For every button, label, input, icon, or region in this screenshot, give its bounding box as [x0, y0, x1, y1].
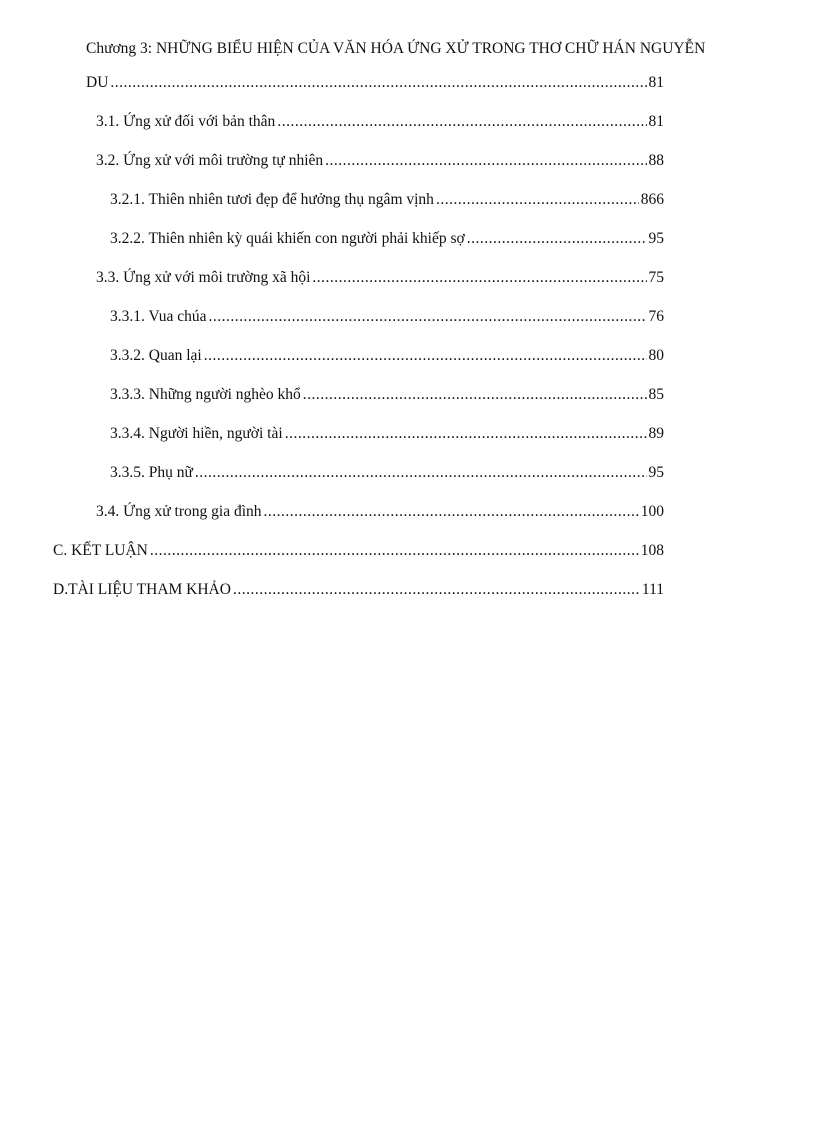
- toc-entry-3-3-4[interactable]: [110, 423, 664, 445]
- toc-entry-3-2-2[interactable]: [110, 228, 664, 250]
- toc-leader-dots: [233, 579, 640, 601]
- toc-entry-label: 3.3.2. Quan lại: [110, 347, 202, 364]
- toc-entry-label: C. KẾT LUẬN: [53, 542, 148, 559]
- toc-entry-3-3-2[interactable]: [110, 345, 664, 367]
- toc-entry-references[interactable]: [53, 579, 664, 601]
- toc-entry-3-2[interactable]: [96, 150, 664, 172]
- toc-leader-dots: [110, 72, 646, 94]
- toc-entry-page-number: 75: [648, 269, 664, 286]
- toc-entry-label: 3.2.1. Thiên nhiên tươi đẹp để hưởng thụ ngâm vịnh: [110, 191, 434, 208]
- toc-entry-chapter-3-continued[interactable]: [86, 72, 664, 94]
- toc-entry-label: 3.2.2. Thiên nhiên kỳ quái khiến con người phải khiếp sợ: [110, 230, 465, 247]
- toc-entry-conclusion[interactable]: [53, 540, 664, 562]
- toc-entry-3-2-1[interactable]: [110, 189, 664, 211]
- toc-entry-page-number: 95: [648, 230, 664, 247]
- toc-leader-dots: [277, 111, 646, 133]
- toc-leader-dots: [436, 189, 639, 211]
- toc-entry-page-number: 89: [648, 425, 664, 442]
- toc-entry-page-number: 81: [648, 113, 664, 130]
- toc-entry-label: 3.3.5. Phụ nữ: [110, 464, 193, 481]
- toc-leader-dots: [467, 228, 647, 250]
- toc-entry-label: 3.1. Ứng xử đối với bản thân: [96, 113, 276, 130]
- toc-entry-label: 3.3.4. Người hiền, người tài: [110, 425, 283, 442]
- toc-entry-page-number: 866: [640, 191, 664, 208]
- toc-entry-label: D.TÀI LIỆU THAM KHẢO: [53, 581, 231, 598]
- toc-leader-dots: [204, 345, 647, 367]
- toc-leader-dots: [285, 423, 647, 445]
- toc-entry-page-number: 88: [648, 152, 664, 169]
- toc-entry-page-number: 81: [648, 74, 664, 91]
- toc-leader-dots: [325, 150, 646, 172]
- toc-leader-dots: [303, 384, 647, 406]
- toc-leader-dots: [264, 501, 639, 523]
- toc-entry-page-number: 76: [648, 308, 664, 325]
- toc-leader-dots: [150, 540, 639, 562]
- toc-entry-3-3-5[interactable]: [110, 462, 664, 484]
- toc-entry-3-3-1[interactable]: [110, 306, 664, 328]
- toc-entry-3-4[interactable]: [96, 501, 664, 523]
- toc-entry-3-3[interactable]: [96, 267, 664, 289]
- toc-entry-label: 3.3.1. Vua chúa: [110, 308, 207, 325]
- toc-entry-page-number: 85: [648, 386, 664, 403]
- toc-entry-page-number: 111: [641, 581, 664, 598]
- toc-leader-dots: [195, 462, 647, 484]
- toc-entry-page-number: 80: [648, 347, 664, 364]
- toc-entry-label: DU: [86, 74, 109, 91]
- toc-entry-label: 3.4. Ứng xử trong gia đình: [96, 503, 262, 520]
- toc-entry-label: 3.3. Ứng xử với môi trường xã hội: [96, 269, 311, 286]
- toc-entry-3-3-3[interactable]: [110, 384, 664, 406]
- toc-entry-3-1[interactable]: [96, 111, 664, 133]
- chapter-3-title-line-1: Chương 3: NHỮNG BIỂU HIỆN CỦA VĂN HÓA ỨNG XỬ TRONG THƠ CHỮ HÁN NGUYỄN: [86, 40, 706, 57]
- toc-entry-page-number: 100: [640, 503, 664, 520]
- toc-leader-dots: [209, 306, 647, 328]
- toc-leader-dots: [312, 267, 646, 289]
- toc-entry-page-number: 108: [640, 542, 664, 559]
- toc-entry-label: 3.2. Ứng xử với môi trường tự nhiên: [96, 152, 324, 169]
- toc-entry-page-number: 95: [648, 464, 664, 481]
- toc-entry-label: 3.3.3. Những người nghèo khổ: [110, 386, 301, 403]
